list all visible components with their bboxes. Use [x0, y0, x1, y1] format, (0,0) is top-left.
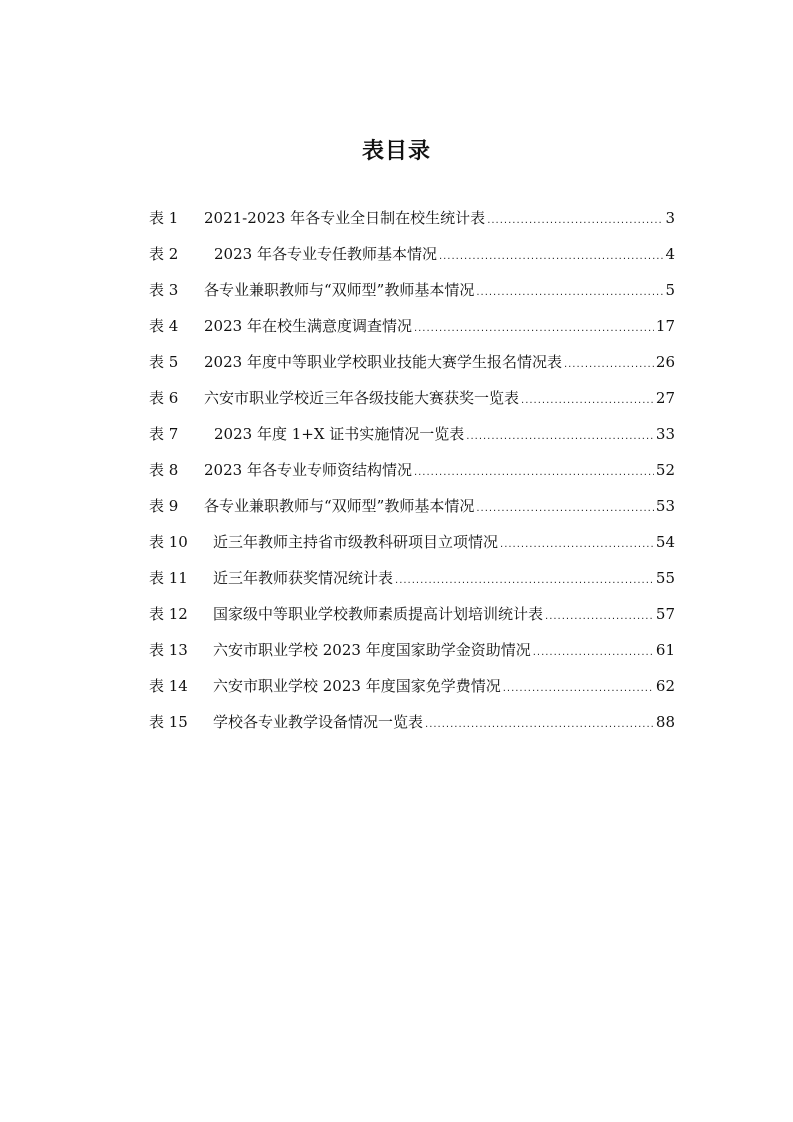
- toc-entry-page: 62: [655, 677, 675, 695]
- toc-entry-page: 3: [665, 209, 675, 227]
- toc-dot-leader: [545, 612, 654, 622]
- toc-entry-11[interactable]: [149, 560, 675, 596]
- toc-entry-7[interactable]: [149, 416, 675, 452]
- toc-entry-13[interactable]: [149, 632, 675, 668]
- toc-entry-page: 54: [655, 533, 675, 551]
- toc-entry-label: 表 9: [149, 497, 179, 515]
- toc-entry-title: 2023 年各专业专任教师基本情况: [214, 245, 437, 263]
- toc-entry-9[interactable]: [149, 488, 675, 524]
- table-of-contents: [149, 200, 675, 740]
- toc-entry-1[interactable]: [149, 200, 675, 236]
- toc-entry-title: 2023 年在校生满意度调查情况: [204, 317, 412, 335]
- toc-entry-page: 61: [655, 641, 675, 659]
- toc-dot-leader: [439, 252, 664, 262]
- toc-entry-page: 52: [655, 461, 675, 479]
- toc-entry-4[interactable]: [149, 308, 675, 344]
- toc-entry-title: 2023 年各专业专师资结构情况: [204, 461, 412, 479]
- toc-entry-label: 表 7: [149, 425, 179, 443]
- toc-entry-title: 六安市职业学校 2023 年度国家助学金资助情况: [213, 641, 531, 659]
- toc-dot-leader: [476, 288, 663, 298]
- toc-entry-page: 17: [655, 317, 675, 335]
- toc-dot-leader: [395, 576, 654, 586]
- toc-entry-page: 57: [655, 605, 675, 623]
- toc-entry-8[interactable]: [149, 452, 675, 488]
- toc-entry-label: 表 12: [149, 605, 188, 623]
- toc-dot-leader: [521, 396, 654, 406]
- toc-entry-15[interactable]: [149, 704, 675, 740]
- toc-entry-6[interactable]: [149, 380, 675, 416]
- toc-entry-title: 近三年教师主持省市级教科研项目立项情况: [213, 533, 499, 551]
- toc-entry-label: 表 1: [149, 209, 179, 227]
- toc-dot-leader: [500, 540, 654, 550]
- toc-entry-label: 表 3: [149, 281, 179, 299]
- toc-dot-leader: [487, 216, 663, 226]
- toc-entry-page: 55: [655, 569, 675, 587]
- toc-dot-leader: [564, 360, 654, 370]
- toc-entry-label: 表 13: [149, 641, 188, 659]
- toc-entry-title: 2023 年度中等职业学校职业技能大赛学生报名情况表: [204, 353, 562, 371]
- toc-entry-title: 各专业兼职教师与“双师型”教师基本情况: [204, 281, 475, 299]
- toc-entry-page: 33: [655, 425, 675, 443]
- toc-dot-leader: [466, 432, 654, 442]
- toc-entry-12[interactable]: [149, 596, 675, 632]
- toc-entry-label: 表 6: [149, 389, 179, 407]
- toc-entry-label: 表 2: [149, 245, 179, 263]
- toc-entry-title: 学校各专业教学设备情况一览表: [213, 713, 424, 731]
- toc-entry-title: 六安市职业学校近三年各级技能大赛获奖一览表: [204, 389, 520, 407]
- toc-entry-page: 88: [655, 713, 675, 731]
- toc-entry-page: 4: [665, 245, 675, 263]
- toc-entry-page: 53: [655, 497, 675, 515]
- toc-entry-label: 表 5: [149, 353, 179, 371]
- toc-entry-label: 表 10: [149, 533, 188, 551]
- toc-dot-leader: [533, 648, 654, 658]
- toc-entry-title: 国家级中等职业学校教师素质提高计划培训统计表: [213, 605, 544, 623]
- toc-entry-2[interactable]: [149, 236, 675, 272]
- toc-dot-leader: [414, 324, 654, 334]
- toc-dot-leader: [414, 468, 654, 478]
- toc-entry-page: 26: [655, 353, 675, 371]
- toc-dot-leader: [503, 684, 654, 694]
- toc-entry-label: 表 8: [149, 461, 179, 479]
- toc-entry-title: 各专业兼职教师与“双师型”教师基本情况: [204, 497, 475, 515]
- toc-entry-label: 表 4: [149, 317, 179, 335]
- toc-entry-page: 5: [665, 281, 675, 299]
- toc-dot-leader: [425, 720, 654, 730]
- toc-entry-label: 表 15: [149, 713, 188, 731]
- toc-entry-14[interactable]: [149, 668, 675, 704]
- toc-entry-title: 六安市职业学校 2023 年度国家免学费情况: [213, 677, 501, 695]
- toc-entry-3[interactable]: [149, 272, 675, 308]
- page-title: 表目录: [361, 138, 431, 164]
- toc-dot-leader: [476, 504, 654, 514]
- toc-entry-page: 27: [655, 389, 675, 407]
- toc-entry-10[interactable]: [149, 524, 675, 560]
- toc-entry-label: 表 14: [149, 677, 188, 695]
- toc-entry-title: 2023 年度 1+X 证书实施情况一览表: [214, 425, 465, 443]
- toc-entry-label: 表 11: [149, 569, 188, 587]
- toc-entry-title: 2021-2023 年各专业全日制在校生统计表: [204, 209, 486, 227]
- toc-entry-title: 近三年教师获奖情况统计表: [213, 569, 394, 587]
- toc-entry-5[interactable]: [149, 344, 675, 380]
